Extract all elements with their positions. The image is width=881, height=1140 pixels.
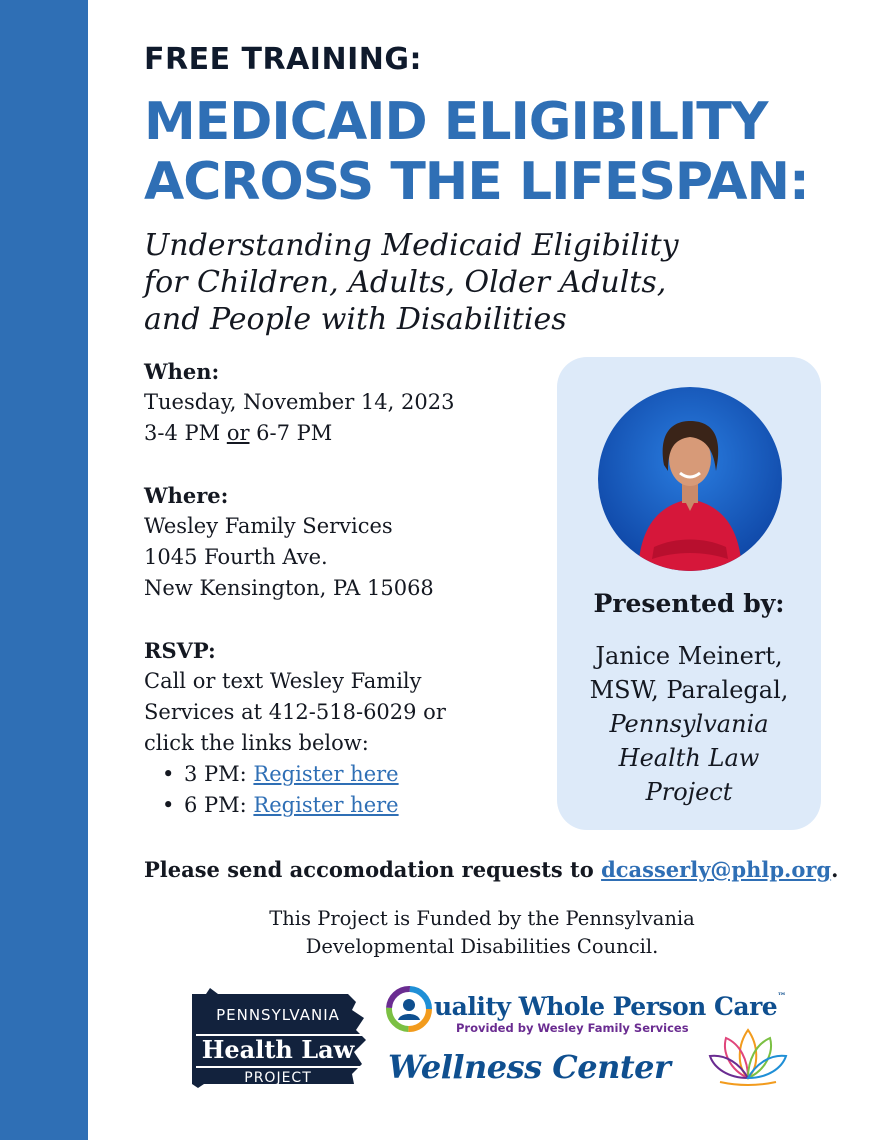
event-date: Tuesday, November 14, 2023 [144, 390, 455, 414]
wellness-center-logo [386, 986, 806, 1090]
rsvp-section [144, 635, 564, 821]
lotus-icon [706, 1026, 790, 1086]
qwpc-title [434, 992, 786, 1021]
presenter-portrait-image [598, 387, 782, 571]
subtitle [144, 227, 784, 338]
pennsylvania-shape-logo [184, 988, 370, 1092]
subtitle-line-1: Understanding Medicaid Eligibility [144, 228, 679, 263]
list-item [144, 759, 564, 790]
accommodation-prefix: Please send accomodation requests to [144, 857, 602, 882]
title-line-1: MEDICAID ELIGIBILITY [144, 92, 768, 152]
when-section [144, 356, 564, 449]
presenter-details [557, 639, 821, 809]
presenter-card [557, 357, 821, 830]
register-links-list [144, 759, 564, 821]
register-link-6pm[interactable]: Register here [253, 793, 399, 817]
phlp-logo [184, 988, 370, 1092]
subtitle-line-2: for Children, Adults, Older Adults, [144, 265, 667, 300]
phlp-logo-bottom-text: PROJECT [244, 1070, 312, 1086]
bullet: • [162, 793, 175, 817]
where-label: Where: [144, 483, 229, 508]
eyebrow-heading: FREE TRAINING: [144, 42, 422, 77]
title-line-2: ACROSS THE LIFESPAN: [144, 152, 809, 212]
presenter-credentials: MSW, Paralegal, [589, 676, 789, 704]
presented-by-heading: Presented by: [593, 589, 785, 618]
accommodation-suffix: . [831, 857, 839, 882]
list-item [144, 790, 564, 821]
presenter-org-line-3: Project [645, 778, 733, 806]
qwpc-provided-by: Provided by Wesley Family Services [456, 1021, 689, 1035]
funding-line-2: Developmental Disabilities Council. [305, 935, 659, 958]
presenter-name: Janice Meinert, [595, 642, 783, 670]
trademark-mark: ™ [777, 992, 786, 1002]
when-label: When: [144, 359, 220, 384]
subtitle-line-3: and People with Disabilities [144, 302, 567, 337]
time-option-b: 6-7 PM [249, 421, 333, 445]
accommodation-note [144, 857, 838, 882]
left-accent-bar [0, 0, 88, 1140]
presenter-photo [598, 387, 782, 571]
where-section [144, 480, 564, 604]
phlp-logo-top-text: PENNSYLVANIA [216, 1006, 340, 1024]
person-circle-icon [386, 986, 432, 1032]
rsvp-text-line-1: Call or text Wesley Family [144, 669, 422, 693]
venue-street: 1045 Fourth Ave. [144, 545, 328, 569]
accommodation-email-link[interactable]: dcasserly@phlp.org [601, 857, 832, 882]
event-details [144, 356, 564, 852]
venue-name: Wesley Family Services [144, 514, 393, 538]
rsvp-text-line-3: click the links below: [144, 731, 369, 755]
wellness-center-wordmark: Wellness Center [388, 1048, 671, 1086]
time-or: or [226, 421, 250, 445]
event-times [144, 418, 564, 449]
rsvp-label: RSVP: [144, 638, 216, 663]
time-option-a: 3-4 PM [144, 421, 227, 445]
venue-city: New Kensington, PA 15068 [144, 576, 434, 600]
funding-statement [144, 905, 820, 961]
funding-line-1: This Project is Funded by the Pennsylvania [269, 907, 695, 930]
session-time: 3 PM: [184, 762, 254, 786]
rsvp-text-line-2: Services at 412-518-6029 or [144, 700, 446, 724]
register-link-3pm[interactable]: Register here [253, 762, 399, 786]
presenter-org-line-2: Health Law [618, 744, 760, 772]
presenter-org-line-1: Pennsylvania [609, 710, 769, 738]
phlp-logo-middle-text: Health Law [201, 1035, 355, 1064]
page-title [144, 92, 844, 212]
session-time: 6 PM: [184, 793, 254, 817]
bullet: • [162, 762, 175, 786]
qwpc-title-text: uality Whole Person Care [434, 992, 778, 1021]
